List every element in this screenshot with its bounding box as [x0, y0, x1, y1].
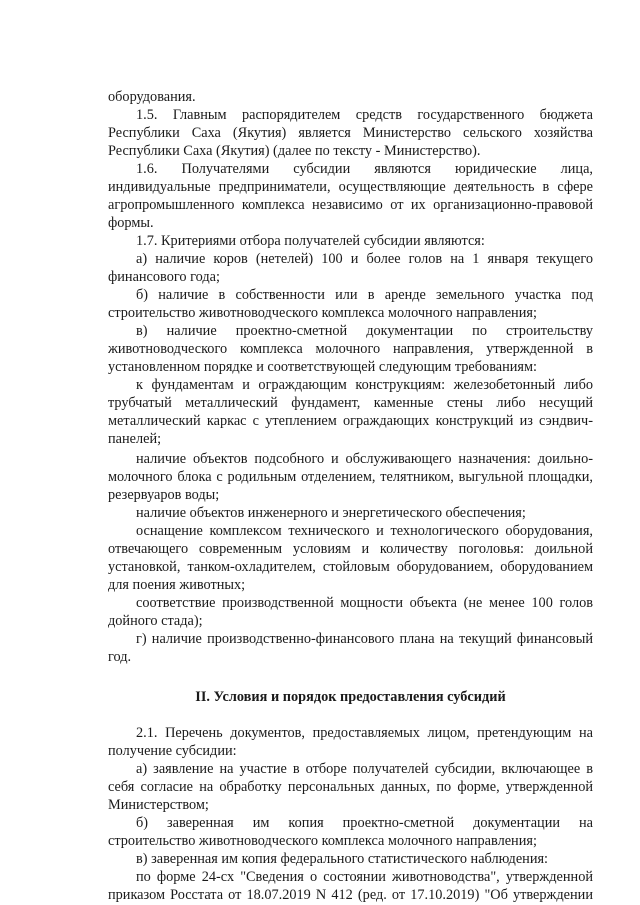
text-line: б) заверенная им копия проектно-сметной документации на [136, 815, 593, 831]
text-line: агропромышленного комплекса независимо от их организационно-правовой [108, 197, 593, 213]
text-line: по форме 24-сх "Сведения о состоянии животноводства", утвержденной [136, 869, 593, 885]
text-line: а) наличие коров (нетелей) 100 и более голов на 1 января текущего [136, 251, 593, 267]
text-line: Республики Саха (Якутия) является Министерство сельского хозяйства [108, 125, 593, 141]
text-line: Министерством; [108, 797, 209, 813]
text-line: оборудования. [108, 89, 196, 105]
text-line: 1.7. Критериями отбора получателей субсидии являются: [136, 233, 485, 249]
text-line: 1.6. Получателями субсидии являются юридические лица, [136, 161, 593, 177]
text-line: в) наличие проектно-сметной документации по строительству [136, 323, 593, 339]
text-line: оснащение комплексом технического и технологического оборудования, [136, 523, 593, 539]
text-line: Республики Саха (Якутия) (далее по тексту - Министерство). [108, 143, 481, 159]
text-line: трубчатый металлический фундамент, каменные стены либо несущий [108, 395, 593, 411]
text-line: г) наличие производственно-финансового плана на текущий финансовый [136, 631, 593, 647]
text-line: к фундаментам и ограждающим конструкциям: железобетонный либо [136, 377, 593, 393]
text-line: строительство животноводческого комплекса молочного направления; [108, 305, 537, 321]
text-line: отвечающего современным условиям и количеству поголовья: доильной [108, 541, 593, 557]
text-line: строительство животноводческого комплекса молочного направления; [108, 833, 537, 849]
text-line: себя согласие на обработку персональных данных, по форме, утвержденной [108, 779, 593, 795]
text-line: наличие объектов инженерного и энергетического обеспечения; [136, 505, 526, 521]
text-line: год. [108, 649, 132, 665]
text-line: финансового года; [108, 269, 220, 285]
text-line: металлический каркас с утеплением ограждающих конструкций из сэндвич- [108, 413, 593, 429]
text-line: а) заявление на участие в отборе получателей субсидии, включающее в [136, 761, 593, 777]
text-line: получение субсидии: [108, 743, 237, 759]
text-line: 1.5. Главным распорядителем средств государственного бюджета [136, 107, 593, 123]
text-line: панелей; [108, 431, 162, 447]
text-line: 2.1. Перечень документов, предоставляемых лицом, претендующим на [136, 725, 593, 741]
text-line: установкой, танком-охладителем, стойловым оборудованием, оборудованием [108, 559, 593, 575]
text-line: индивидуальные предприниматели, осуществляющие деятельность в сфере [108, 179, 593, 195]
text-line: наличие объектов подсобного и обслуживающего назначения: доильно- [136, 451, 593, 467]
text-line: установленном порядке и соответствующей следующим требованиям: [108, 359, 538, 375]
text-line: молочного блока с родильным отделением, телятником, выгульной площадки, [108, 469, 593, 485]
text-line: животноводческого комплекса молочного направления, утвержденной в [108, 341, 593, 357]
text-line: б) наличие в собственности или в аренде земельного участка под [136, 287, 593, 303]
text-line: соответствие производственной мощности объекта (не менее 100 голов [136, 595, 593, 611]
text-line: приказом Росстата от 18.07.2019 N 412 (ред. от 17.10.2019) "Об утверждении [108, 887, 593, 903]
text-line: резервуаров воды; [108, 487, 220, 503]
text-line: для поения животных; [108, 577, 246, 593]
text-line: формы. [108, 215, 154, 231]
text-line: в) заверенная им копия федерального статистического наблюдения: [136, 851, 549, 867]
text-line: дойного стада); [108, 613, 203, 629]
section-heading: II. Условия и порядок предоставления субсидий [195, 689, 506, 705]
